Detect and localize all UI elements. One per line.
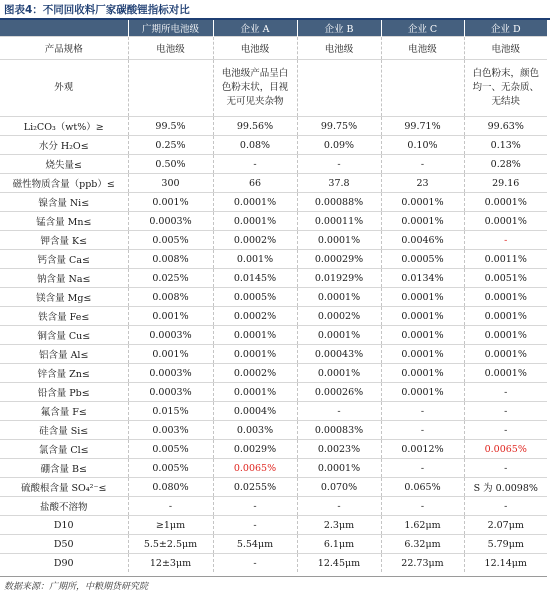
table-row bbox=[0, 288, 547, 307]
table-cell: 0.008% bbox=[128, 288, 213, 307]
row-label: 硫酸根含量 SO₄²⁻≤ bbox=[0, 478, 128, 497]
table-row bbox=[0, 535, 547, 554]
table-cell: 0.001% bbox=[213, 250, 297, 269]
table-cell: 电池级 bbox=[128, 37, 213, 60]
table-cell: 0.0029% bbox=[213, 440, 297, 459]
table-cell: 0.0001% bbox=[464, 307, 547, 326]
table-cell: - bbox=[464, 421, 547, 440]
table-cell: 0.0001% bbox=[464, 193, 547, 212]
row-label: 铅含量 Pb≤ bbox=[0, 383, 128, 402]
table-cell: 0.13% bbox=[464, 136, 547, 155]
table-cell: - bbox=[464, 383, 547, 402]
table-cell: 1.62μm bbox=[381, 516, 464, 535]
table-cell: 0.10% bbox=[381, 136, 464, 155]
table-row bbox=[0, 193, 547, 212]
table-cell: 0.00088% bbox=[297, 193, 381, 212]
table-cell: 0.0003% bbox=[128, 383, 213, 402]
bottom-rule bbox=[0, 576, 547, 577]
table-cell: 0.0002% bbox=[213, 307, 297, 326]
header-cell: 企业 D bbox=[464, 20, 547, 37]
table-cell: 0.0003% bbox=[128, 364, 213, 383]
row-label: 镁含量 Mg≤ bbox=[0, 288, 128, 307]
table-cell: 0.0001% bbox=[381, 345, 464, 364]
row-label: D90 bbox=[0, 554, 128, 573]
table-cell: 0.070% bbox=[297, 478, 381, 497]
table-row bbox=[0, 402, 547, 421]
table-cell: 0.0065% bbox=[464, 440, 547, 459]
table-cell: - bbox=[381, 421, 464, 440]
table-cell: 0.0046% bbox=[381, 231, 464, 250]
table-row bbox=[0, 421, 547, 440]
table-cell: 0.0001% bbox=[213, 345, 297, 364]
header-cell: 广期所电池级 bbox=[128, 20, 213, 37]
comparison-table bbox=[0, 20, 547, 572]
header-cell: 企业 A bbox=[213, 20, 297, 37]
table-cell: 12±3μm bbox=[128, 554, 213, 573]
row-label: 磁性物质含量（ppb）≤ bbox=[0, 174, 128, 193]
table-cell: - bbox=[381, 402, 464, 421]
table-cell: ≥1μm bbox=[128, 516, 213, 535]
table-cell: 0.001% bbox=[128, 307, 213, 326]
header-cell: 企业 B bbox=[297, 20, 381, 37]
table-cell: 0.0012% bbox=[381, 440, 464, 459]
figure-title: 图表4：不同回收料厂家碳酸锂指标对比 bbox=[4, 4, 190, 16]
table-cell: 0.0002% bbox=[213, 231, 297, 250]
table-cell: - bbox=[464, 231, 547, 250]
row-label: 盐酸不溶物 bbox=[0, 497, 128, 516]
table-cell: 0.08% bbox=[213, 136, 297, 155]
table-cell: 0.0065% bbox=[213, 459, 297, 478]
table-row bbox=[0, 37, 547, 60]
table-cell: 0.0001% bbox=[381, 326, 464, 345]
table-row bbox=[0, 383, 547, 402]
table-cell: 2.07μm bbox=[464, 516, 547, 535]
table-cell: 300 bbox=[128, 174, 213, 193]
table-cell: 0.0001% bbox=[297, 364, 381, 383]
table-row bbox=[0, 250, 547, 269]
row-label: 铁含量 Fe≤ bbox=[0, 307, 128, 326]
table-cell: 电池级 bbox=[297, 37, 381, 60]
header-cell: 企业 C bbox=[381, 20, 464, 37]
table-cell: 0.0001% bbox=[464, 288, 547, 307]
table-cell: - bbox=[381, 497, 464, 516]
row-label: 镍含量 Ni≤ bbox=[0, 193, 128, 212]
row-label: 钠含量 Na≤ bbox=[0, 269, 128, 288]
table-cell: - bbox=[213, 155, 297, 174]
table-cell: 0.0005% bbox=[213, 288, 297, 307]
header-row bbox=[0, 20, 547, 37]
table-cell: 电池级 bbox=[381, 37, 464, 60]
table-cell: 0.0134% bbox=[381, 269, 464, 288]
row-label: 硅含量 Si≤ bbox=[0, 421, 128, 440]
table-cell: 0.00011% bbox=[297, 212, 381, 231]
table-cell: - bbox=[464, 459, 547, 478]
row-label: 硼含量 B≤ bbox=[0, 459, 128, 478]
table-row bbox=[0, 174, 547, 193]
table-row bbox=[0, 440, 547, 459]
table-cell bbox=[128, 60, 213, 117]
table-row bbox=[0, 117, 547, 136]
table-cell: 0.0001% bbox=[464, 345, 547, 364]
table-cell: - bbox=[297, 155, 381, 174]
table-row bbox=[0, 155, 547, 174]
table-cell: 0.0001% bbox=[297, 231, 381, 250]
table-row bbox=[0, 60, 547, 117]
table-cell: 0.00043% bbox=[297, 345, 381, 364]
header-cell bbox=[0, 20, 128, 37]
table-cell: 99.63% bbox=[464, 117, 547, 136]
table-cell: 0.001% bbox=[128, 345, 213, 364]
table-cell: 0.01929% bbox=[297, 269, 381, 288]
table-cell: 0.080% bbox=[128, 478, 213, 497]
table-cell: 0.0002% bbox=[297, 307, 381, 326]
table-cell: 37.8 bbox=[297, 174, 381, 193]
table-cell: 0.00026% bbox=[297, 383, 381, 402]
row-label: 锌含量 Zn≤ bbox=[0, 364, 128, 383]
table-cell: 0.005% bbox=[128, 459, 213, 478]
table-cell: 6.32μm bbox=[381, 535, 464, 554]
table-cell: 0.0001% bbox=[297, 459, 381, 478]
row-label: D10 bbox=[0, 516, 128, 535]
table-cell: - bbox=[213, 516, 297, 535]
table-cell: - bbox=[381, 459, 464, 478]
table-row bbox=[0, 345, 547, 364]
row-label: 钙含量 Ca≤ bbox=[0, 250, 128, 269]
table-cell: 0.0001% bbox=[381, 212, 464, 231]
row-label: 氯含量 Cl≤ bbox=[0, 440, 128, 459]
table-cell: - bbox=[128, 497, 213, 516]
table-row bbox=[0, 212, 547, 231]
table-cell: - bbox=[297, 402, 381, 421]
table-cell: 0.0001% bbox=[381, 193, 464, 212]
table-row bbox=[0, 326, 547, 345]
row-label: Li₂CO₃（wt%）≥ bbox=[0, 117, 128, 136]
table-cell: 0.0003% bbox=[128, 326, 213, 345]
table-cell: 0.0001% bbox=[464, 212, 547, 231]
table-row bbox=[0, 459, 547, 478]
table-cell: 0.003% bbox=[213, 421, 297, 440]
table-cell: 0.001% bbox=[128, 193, 213, 212]
table-cell: 2.3μm bbox=[297, 516, 381, 535]
table-row bbox=[0, 307, 547, 326]
table-cell: 0.09% bbox=[297, 136, 381, 155]
table-cell: 23 bbox=[381, 174, 464, 193]
table-cell: 0.0001% bbox=[381, 307, 464, 326]
table-cell: 99.5% bbox=[128, 117, 213, 136]
table-row bbox=[0, 364, 547, 383]
table-cell: - bbox=[464, 497, 547, 516]
table-row bbox=[0, 478, 547, 497]
table-cell: 12.14μm bbox=[464, 554, 547, 573]
table-cell: 0.008% bbox=[128, 250, 213, 269]
table-cell: 0.0002% bbox=[213, 364, 297, 383]
table-cell: 0.025% bbox=[128, 269, 213, 288]
table-cell: 0.0255% bbox=[213, 478, 297, 497]
table-cell: 0.0001% bbox=[297, 326, 381, 345]
table-cell: 5.5±2.5μm bbox=[128, 535, 213, 554]
table-cell: 电池级 bbox=[213, 37, 297, 60]
table-cell: 电池级产品呈白色粉末状，目视无可见夹杂物 bbox=[213, 60, 297, 117]
table-cell: 99.75% bbox=[297, 117, 381, 136]
row-label: 铝含量 Al≤ bbox=[0, 345, 128, 364]
row-label: 氟含量 F≤ bbox=[0, 402, 128, 421]
table-cell: 0.25% bbox=[128, 136, 213, 155]
table-cell: 0.005% bbox=[128, 231, 213, 250]
table-cell: 0.0001% bbox=[213, 212, 297, 231]
table-cell: 0.50% bbox=[128, 155, 213, 174]
table-cell: 0.0001% bbox=[381, 364, 464, 383]
table-cell: 0.0051% bbox=[464, 269, 547, 288]
table-body bbox=[0, 37, 547, 573]
table-cell: 0.00029% bbox=[297, 250, 381, 269]
table-row bbox=[0, 231, 547, 250]
table-row bbox=[0, 554, 547, 573]
table-cell: 0.0001% bbox=[464, 326, 547, 345]
row-label: 钾含量 K≤ bbox=[0, 231, 128, 250]
row-label: 外观 bbox=[0, 60, 128, 117]
table-row bbox=[0, 497, 547, 516]
table-row bbox=[0, 269, 547, 288]
table-cell: 0.0001% bbox=[381, 288, 464, 307]
table-cell: 0.0023% bbox=[297, 440, 381, 459]
table-cell: - bbox=[213, 497, 297, 516]
table-cell: 0.0145% bbox=[213, 269, 297, 288]
table-cell: 0.005% bbox=[128, 440, 213, 459]
table-cell: 0.015% bbox=[128, 402, 213, 421]
table-cell: - bbox=[464, 402, 547, 421]
row-label: 产品规格 bbox=[0, 37, 128, 60]
table-cell: 0.0001% bbox=[213, 193, 297, 212]
table-cell: 电池级 bbox=[464, 37, 547, 60]
table-cell bbox=[297, 60, 381, 117]
table-cell: - bbox=[213, 554, 297, 573]
table-cell: 0.28% bbox=[464, 155, 547, 174]
table-cell: 0.0011% bbox=[464, 250, 547, 269]
table-row bbox=[0, 516, 547, 535]
table-cell: 0.0001% bbox=[297, 288, 381, 307]
table-cell: - bbox=[381, 155, 464, 174]
table-cell: 0.0001% bbox=[381, 383, 464, 402]
table-cell: 5.79μm bbox=[464, 535, 547, 554]
table-cell: 0.0004% bbox=[213, 402, 297, 421]
row-label: 烧失量≤ bbox=[0, 155, 128, 174]
table-cell: 22.73μm bbox=[381, 554, 464, 573]
table-cell: 0.003% bbox=[128, 421, 213, 440]
table-cell: 白色粉末，颜色均一、无杂质、无结块 bbox=[464, 60, 547, 117]
table-cell: 29.16 bbox=[464, 174, 547, 193]
table-cell: - bbox=[297, 497, 381, 516]
row-label: 水分 H₂O≤ bbox=[0, 136, 128, 155]
source-note: 数据来源：广期所，中粮期货研究院 bbox=[4, 582, 149, 592]
table-cell: 12.45μm bbox=[297, 554, 381, 573]
table-cell: 0.0001% bbox=[213, 326, 297, 345]
table-cell: 5.54μm bbox=[213, 535, 297, 554]
table-cell: 0.065% bbox=[381, 478, 464, 497]
table-cell bbox=[381, 60, 464, 117]
table-cell: 0.0005% bbox=[381, 250, 464, 269]
row-label: 锰含量 Mn≤ bbox=[0, 212, 128, 231]
table-cell: S 为 0.0098% bbox=[464, 478, 547, 497]
row-label: 铜含量 Cu≤ bbox=[0, 326, 128, 345]
table-cell: 99.56% bbox=[213, 117, 297, 136]
row-label: D50 bbox=[0, 535, 128, 554]
table-cell: 99.71% bbox=[381, 117, 464, 136]
table-row bbox=[0, 136, 547, 155]
table-cell: 0.0001% bbox=[213, 383, 297, 402]
table-cell: 0.00083% bbox=[297, 421, 381, 440]
table-cell: 6.1μm bbox=[297, 535, 381, 554]
table-cell: 0.0003% bbox=[128, 212, 213, 231]
table-cell: 66 bbox=[213, 174, 297, 193]
table-cell: 0.0001% bbox=[464, 364, 547, 383]
